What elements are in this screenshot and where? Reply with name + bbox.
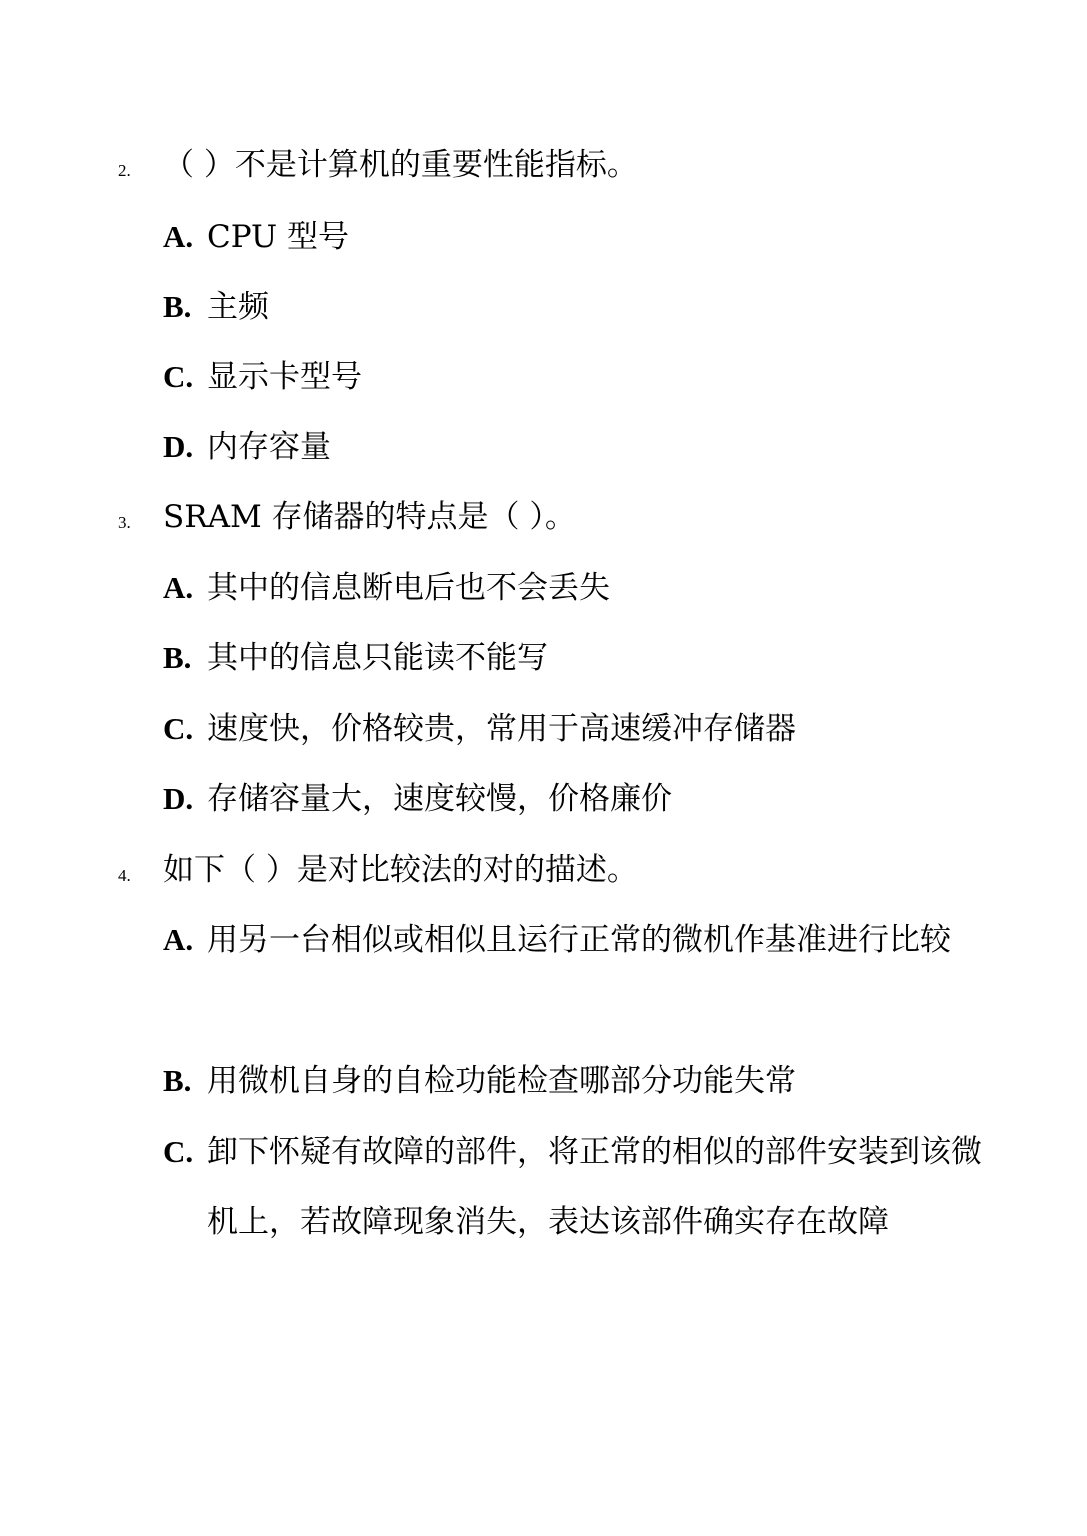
question-number: 2.: [118, 161, 131, 180]
question-4: [0, 845, 1087, 895]
option-a: [163, 202, 983, 272]
option-letter: C.: [163, 359, 194, 394]
option-text: 用微机自身的自检功能检查哪部分功能失常: [207, 1063, 796, 1099]
option-text: 显示卡型号: [207, 359, 362, 395]
option-a: [163, 553, 983, 623]
option-b: [163, 623, 983, 693]
question-stem: SRAM 存储器的特点是（ ）。: [163, 499, 576, 535]
option-text: 其中的信息断电后也不会丢失: [207, 570, 610, 606]
option-letter: B.: [163, 1063, 192, 1098]
question-number: 4.: [118, 866, 131, 885]
option-text: 卸下怀疑有故障的部件，将正常的相似的部件安装到该微机上，若故障现象消失，表达该部件确实存在故障: [207, 1134, 982, 1240]
question-stem: （ ）不是计算机的重要性能指标。: [163, 147, 638, 183]
option-letter: B.: [163, 289, 192, 324]
question-3: [0, 492, 1087, 542]
option-letter: A.: [163, 219, 194, 254]
option-c: [163, 694, 983, 764]
option-letter: D.: [163, 781, 194, 816]
option-text: 其中的信息只能读不能写: [207, 640, 548, 676]
option-d: [163, 764, 983, 834]
option-letter: A.: [163, 570, 194, 605]
option-letter: D.: [163, 429, 194, 464]
option-text: 存储容量大，速度较慢，价格廉价: [207, 781, 672, 817]
question-stem: 如下（ ）是对比较法的对的描述。: [163, 852, 638, 888]
option-b: [163, 1046, 983, 1116]
option-letter: A.: [163, 922, 194, 957]
option-letter: C.: [163, 711, 194, 746]
option-c: [163, 342, 983, 412]
option-letter: C.: [163, 1134, 194, 1169]
option-c: [163, 1117, 983, 1257]
option-b: [163, 272, 983, 342]
option-text: 速度快，价格较贵，常用于高速缓冲存储器: [207, 711, 796, 747]
option-text: CPU 型号: [207, 219, 350, 255]
option-d: [163, 412, 983, 482]
question-number: 3.: [118, 513, 131, 532]
question-2: [0, 140, 1087, 190]
option-letter: B.: [163, 640, 192, 675]
option-text: 内存容量: [207, 429, 331, 465]
option-a: [163, 905, 983, 975]
option-text: 主频: [207, 289, 269, 325]
option-text: 用另一台相似或相似且运行正常的微机作基准进行比较: [207, 922, 951, 958]
